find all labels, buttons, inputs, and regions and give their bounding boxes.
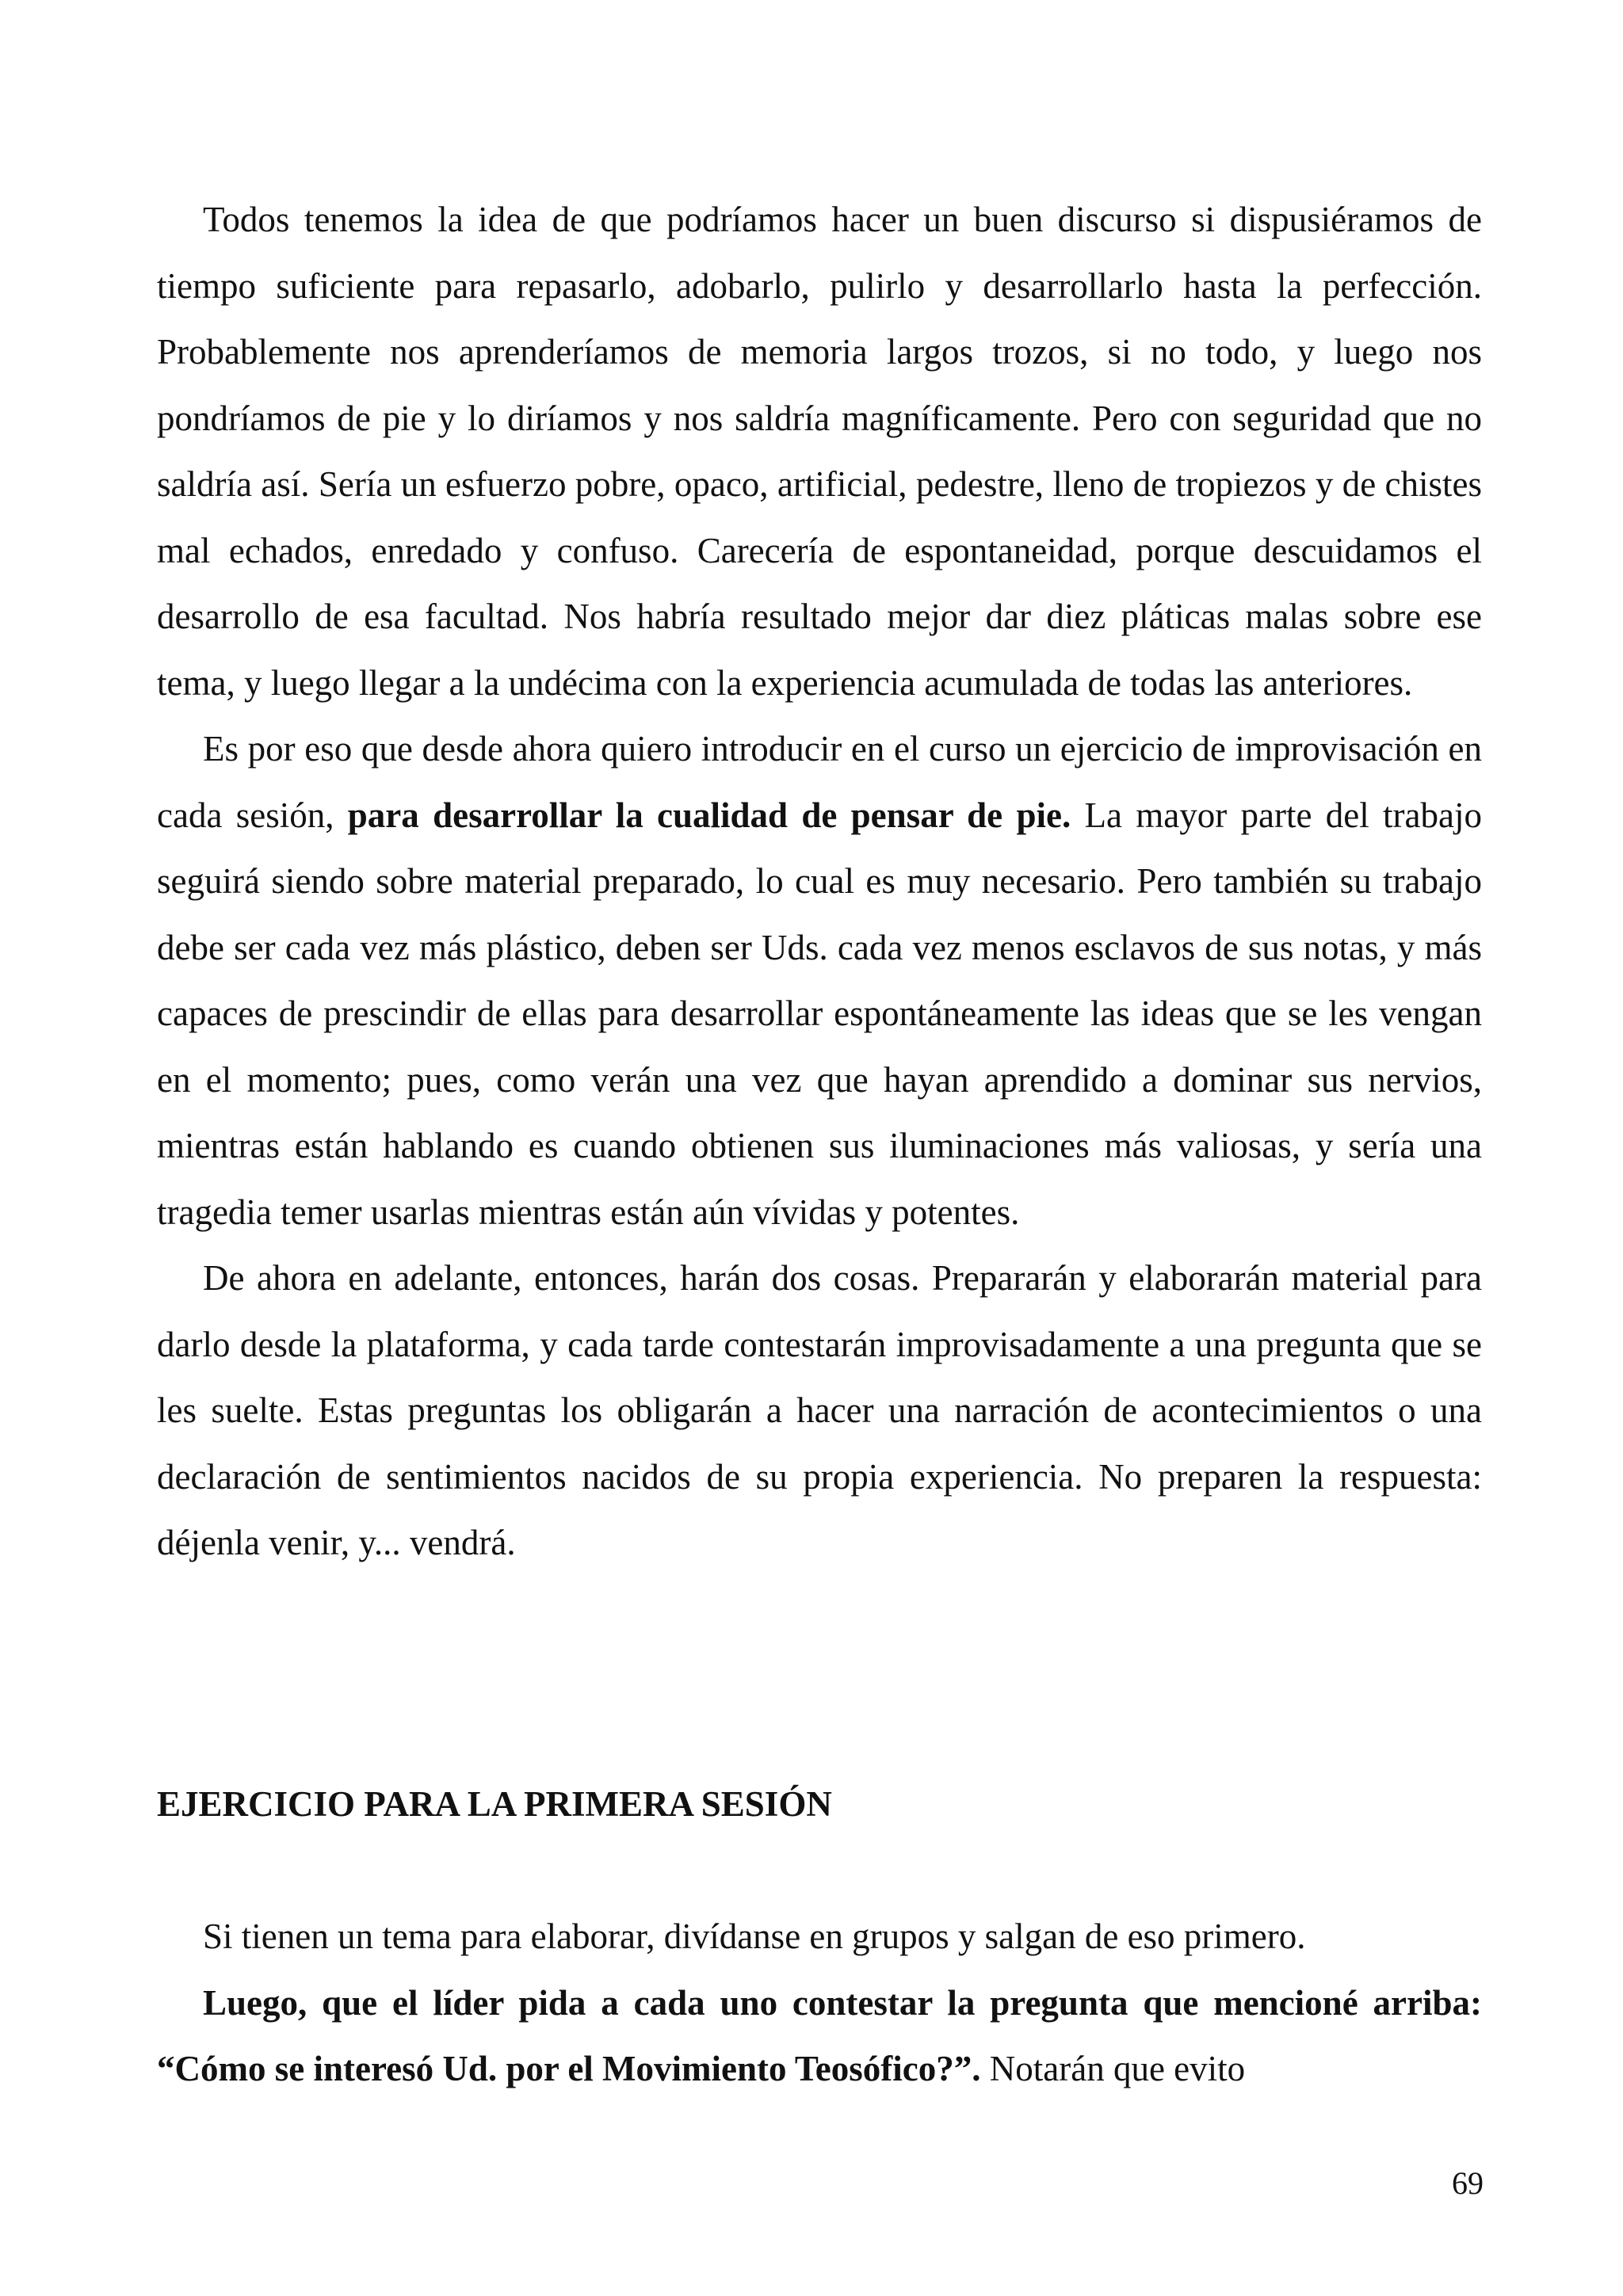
- paragraph-5: [157, 1970, 1482, 2103]
- page-content: [157, 187, 1482, 2088]
- paragraph-2: [157, 716, 1482, 1245]
- paragraph-5-text-end: Notarán que evito: [980, 2049, 1246, 2088]
- paragraph-3: De ahora en adelante, entonces, harán dos cosas. Prepararán y elaborarán material para darlo desde la plataforma, y cada tarde contestarán improvisadamente a una pregunta que se les suelte. Estas preguntas los obligarán a hacer una narración de acontecimientos o una declaración de sentimientos nacidos de su propia experiencia. No preparen la respuesta: déjenla venir, y... vendrá.: [157, 1258, 1482, 1562]
- paragraph-4: Si tienen un tema para elaborar, divídanse en grupos y salgan de eso primero.: [203, 1917, 1306, 1956]
- paragraph-5-bold-text: Luego, que el líder pida a cada uno contestar la pregunta que mencioné arriba: “Cómo se interesó Ud. por el Movimiento Teosófico?”.: [157, 1982, 1482, 2088]
- page-number: 69: [1452, 2165, 1484, 2201]
- paragraph-1: Todos tenemos la idea de que podríamos hacer un buen discurso si dispusiéramos de tiempo suficiente para repasarlo, adobarlo, pulirlo y desarrollarlo hasta la perfección. Probablemente nos aprenderíamos de memoria largos trozos, si no todo, y luego nos pondríamos de pie y lo diríamos y nos saldría magníficamente. Pero con seguridad que no saldría así. Sería un esfuerzo pobre, opaco, artificial, pedestre, lleno de tropiezos y de chistes mal echados, enredado y confuso. Carecería de espontaneidad, porque descuidamos el desarrollo de esa facultad. Nos habría resultado mejor dar diez pláticas malas sobre ese tema, y luego llegar a la undécima con la experiencia acumulada de todas las anteriores.: [157, 200, 1482, 703]
- paragraph-2-bold-text: para desarrollar la cualidad de pensar de pie.: [347, 795, 1071, 835]
- paragraph-2-text-end: La mayor parte del trabajo seguirá siendo sobre material preparado, lo cual es muy necesario. Pero también su trabajo debe ser cada vez más plástico, deben ser Uds. cada vez menos esclavos de sus notas, y más capaces de prescindir de ellas para desarrollar espontáneamente las ideas que se les vengan en el momento; pues, como verán una vez que hayan aprendido a dominar sus nervios, mientras están hablando es cuando obtienen sus iluminaciones más valiosas, y sería una tragedia temer usarlas mientras están aún vívidas y potentes.: [157, 795, 1482, 1232]
- exercise-section: [157, 1904, 1482, 2103]
- section-heading: EJERCICIO PARA LA PRIMERA SESIÓN: [157, 1784, 832, 1824]
- paragraph-2-text-start: Es por eso que desde ahora quiero introducir en el curso un ejercicio de improvisación en cada sesión,: [157, 729, 1482, 835]
